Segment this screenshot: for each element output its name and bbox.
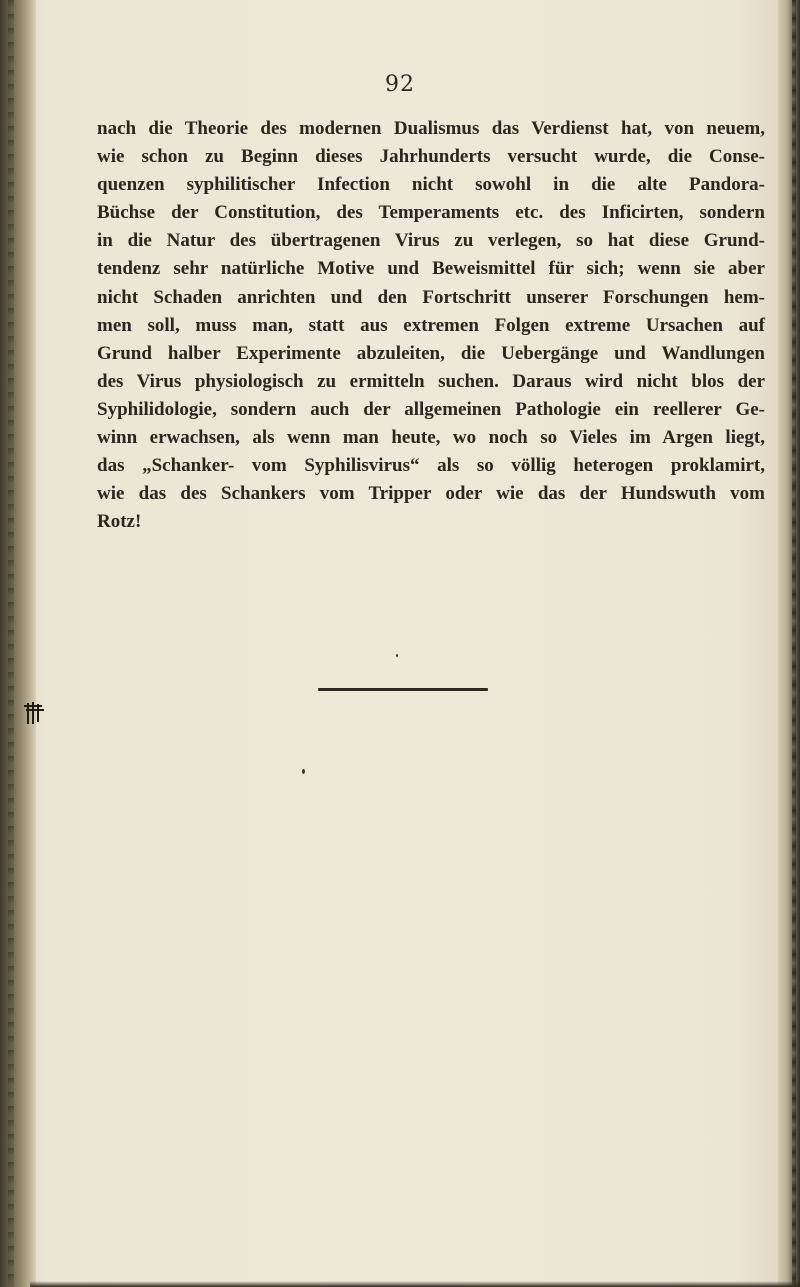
text-line: wie schon zu Beginn dieses Jahrhunderts versucht wurde, die Conse- <box>97 146 765 168</box>
text-line: Syphilidologie, sondern auch der allgemeinen Pathologie ein reellerer Ge- <box>97 398 765 420</box>
section-divider-rule <box>318 688 488 691</box>
text-line: das „Schanker- vom Syphilisvirus“ als so völlig heterogen proklamirt, <box>97 455 765 477</box>
text-line: winn erwachsen, als wenn man heute, wo noch so Vieles im Argen liegt, <box>97 427 765 449</box>
text-line: nach die Theorie des modernen Dualismus das Verdienst hat, von neuem, <box>97 118 765 139</box>
paper-clip-mark <box>22 700 46 726</box>
text-line: in die Natur des übertragenen Virus zu verlegen, so hat diese Grund- <box>97 230 765 252</box>
text-line: des Virus physiologisch zu ermitteln suchen. Daraus wird nicht blos der <box>97 370 765 392</box>
ink-speck <box>302 769 305 774</box>
page-number: 92 <box>385 72 415 97</box>
text-line: quenzen syphilitischer Infection nicht sowohl in die alte Pandora- <box>97 174 765 196</box>
text-line: wie das des Schankers vom Tripper oder wie das der Hundswuth vom <box>97 483 765 505</box>
text-line: tendenz sehr natürliche Motive und Beweismittel für sich; wenn sie aber <box>97 258 765 280</box>
page-edge <box>778 0 800 1287</box>
text-line: Büchse der Constitution, des Temperaments etc. des Inficirten, sondern <box>97 202 765 224</box>
book-binding <box>0 0 36 1287</box>
text-line: Rotz! <box>97 511 142 533</box>
body-text <box>97 115 765 536</box>
text-line: men soll, muss man, statt aus extremen Folgen extreme Ursachen auf <box>97 314 765 336</box>
page-bottom-edge <box>30 1281 800 1287</box>
text-line: nicht Schaden anrichten und den Fortschritt unserer Forschungen hem- <box>97 286 765 308</box>
text-line: Grund halber Experimente abzuleiten, die Uebergänge und Wandlungen <box>97 342 765 364</box>
ink-speck <box>396 654 398 657</box>
